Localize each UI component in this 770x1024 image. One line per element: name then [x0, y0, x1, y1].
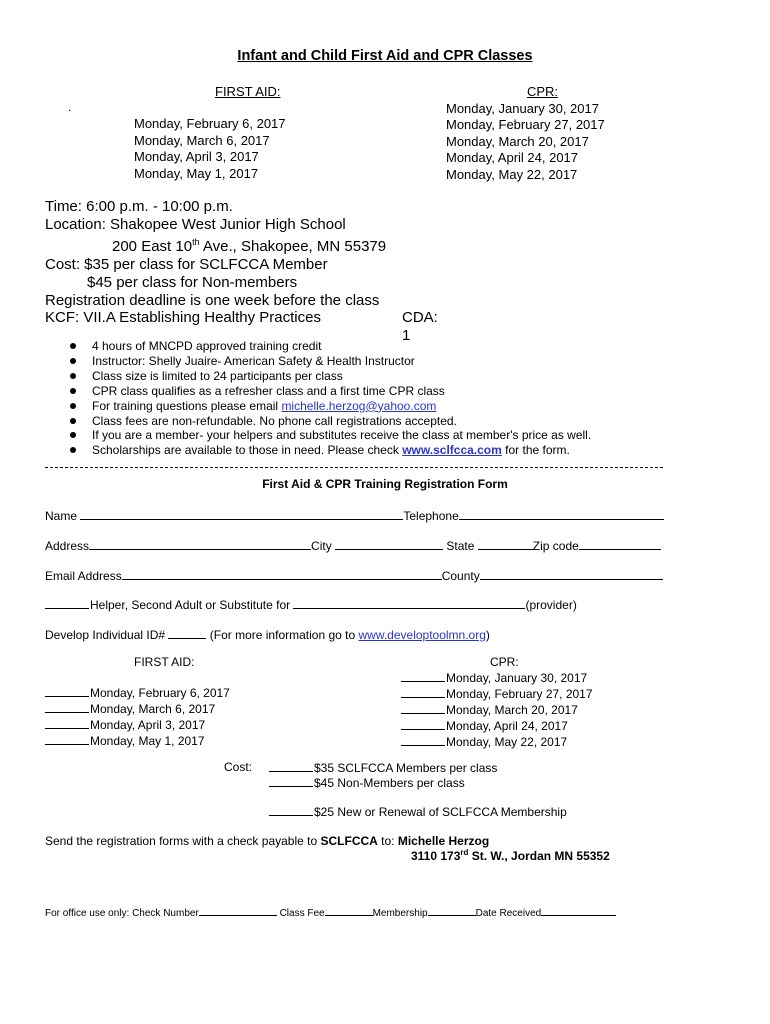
stray-mark: .: [68, 100, 72, 114]
name-row: [45, 507, 664, 523]
telephone-label: Telephone: [403, 509, 459, 523]
kcf-line: [45, 309, 438, 345]
helper-check-field[interactable]: [45, 597, 89, 609]
mailing-address-sup: rd: [460, 848, 469, 857]
list-item: [401, 702, 593, 718]
info-bullets: [70, 339, 591, 458]
telephone-field[interactable]: [459, 507, 664, 520]
provider-label: (provider): [525, 598, 577, 612]
class-fee-field[interactable]: [325, 905, 373, 916]
cost-label: Cost:: [224, 760, 253, 774]
develop-row: [45, 626, 490, 642]
list-item: CPR class qualifies as a refresher class and a first time CPR class: [70, 384, 591, 399]
first-aid-schedule: [134, 116, 286, 182]
list-item: Class size is limited to 24 participants per class: [70, 369, 591, 384]
checkbox-line[interactable]: [401, 670, 445, 682]
form-first-aid-heading: FIRST AID:: [134, 655, 195, 669]
helper-label: Helper, Second Adult or Substitute for: [90, 598, 291, 612]
option-label: Monday, March 20, 2017: [446, 702, 578, 717]
option-label: Monday, February 6, 2017: [90, 686, 230, 700]
cpr-date: Monday, May 22, 2017: [446, 166, 578, 182]
list-item: [401, 718, 593, 734]
send-instructions: [45, 834, 489, 848]
county-label: County: [441, 569, 480, 583]
form-first-aid-options: [45, 685, 230, 749]
list-item: [45, 685, 230, 701]
list-item: [45, 701, 230, 717]
name-field[interactable]: [80, 507, 403, 520]
address-sup: th: [192, 236, 200, 247]
option-label: Monday, April 24, 2017: [446, 718, 568, 733]
address-text-rest: Ave., Shakopee, MN 55379: [199, 237, 387, 255]
develop-info-close: ): [485, 628, 490, 642]
email-label: Email Address: [45, 569, 122, 583]
cost-option: [269, 804, 567, 819]
cost-option: [269, 775, 465, 790]
form-cpr-heading: CPR:: [490, 655, 519, 669]
name-label: Name: [45, 509, 78, 523]
first-aid-date: Monday, March 6, 2017: [134, 132, 270, 148]
recipient: Michelle Herzog: [397, 834, 490, 848]
kcf-text: KCF: VII.A Establishing Healthy Practices: [45, 309, 321, 327]
cpr-date: Monday, January 30, 2017: [446, 100, 599, 116]
first-aid-date: Monday, February 6, 2017: [134, 116, 286, 131]
list-item: [401, 686, 593, 702]
list-item: [45, 733, 230, 749]
state-label: State: [446, 539, 475, 553]
option-label: Monday, January 30, 2017: [446, 671, 588, 685]
list-item: [70, 399, 591, 414]
provider-field[interactable]: [293, 596, 525, 609]
state-field[interactable]: [478, 537, 533, 550]
mailing-address-text: 3110 173: [411, 849, 461, 863]
option-label: Monday, April 3, 2017: [90, 717, 206, 732]
check-number-field[interactable]: [199, 905, 277, 916]
develop-id-field[interactable]: [168, 626, 206, 639]
cda-text: CDA: 1: [402, 309, 438, 345]
registration-deadline: Registration deadline is one week before the class: [45, 291, 380, 309]
class-time: Time: 6:00 p.m. - 10:00 p.m.: [45, 198, 233, 215]
send-text: Send the registration forms with a check payable to: [45, 834, 321, 848]
list-item: [45, 717, 230, 733]
helper-row: [45, 596, 577, 612]
class-fee-label: Class Fee: [279, 908, 325, 919]
mailing-address-rest: St. W., Jordan MN 55352: [468, 849, 610, 863]
cpr-date: Monday, March 20, 2017: [446, 133, 589, 149]
class-address: [45, 234, 386, 256]
option-label: $25 New or Renewal of SCLFCCA Membership: [314, 805, 567, 819]
mailing-address: [411, 848, 610, 863]
checkbox-line[interactable]: [269, 775, 313, 787]
checkbox-line[interactable]: [401, 734, 445, 746]
checkbox-line[interactable]: [45, 685, 89, 697]
city-label: City: [311, 539, 332, 553]
bullet-text: For training questions please email: [92, 398, 282, 413]
payee: SCLFCCA: [320, 834, 378, 848]
option-label: Monday, February 27, 2017: [446, 686, 593, 701]
cpr-date: Monday, April 24, 2017: [446, 150, 579, 165]
first-aid-date: Monday, April 3, 2017: [134, 149, 259, 164]
address-label: Address: [45, 539, 90, 553]
list-item: Instructor: Shelly Juaire- American Safety & Health Instructor: [70, 354, 591, 369]
option-label: Monday, May 1, 2017: [90, 733, 205, 748]
cost-nonmember: $45 per class for Non-members: [87, 273, 298, 291]
checkbox-line[interactable]: [45, 701, 89, 713]
zip-field[interactable]: [579, 537, 661, 550]
list-item: 4 hours of MNCPD approved training credit: [70, 339, 591, 354]
first-aid-heading: FIRST AID:: [215, 84, 281, 99]
email-link[interactable]: michelle.herzog@yahoo.com: [281, 398, 437, 413]
list-item: [70, 443, 591, 458]
checkbox-line[interactable]: [45, 717, 89, 729]
option-label: Monday, March 6, 2017: [90, 701, 216, 716]
office-use-row: [45, 905, 616, 919]
list-item: [401, 734, 593, 750]
zip-label: Zip code: [532, 539, 579, 553]
checkbox-line[interactable]: [45, 733, 89, 745]
option-label: Monday, May 22, 2017: [446, 734, 568, 749]
email-row: [45, 567, 663, 583]
address-row: [45, 537, 661, 553]
first-aid-date: Monday, May 1, 2017: [134, 165, 259, 181]
county-field[interactable]: [480, 567, 663, 580]
cut-line: [45, 467, 663, 468]
checkbox-line[interactable]: [401, 702, 445, 714]
date-received-field[interactable]: [541, 905, 616, 916]
list-item: If you are a member- your helpers and substitutes receive the class at member's price as well.: [70, 428, 591, 443]
date-received-label: Date Received: [475, 908, 542, 919]
checkbox-line[interactable]: [401, 718, 445, 730]
option-label: $45 Non-Members per class: [314, 776, 465, 790]
develop-link[interactable]: www.developtoolmn.org: [358, 628, 486, 642]
develop-info: (For more information go to: [209, 628, 359, 642]
checkbox-line[interactable]: [269, 804, 313, 816]
address-text: 200 East 10: [112, 237, 193, 255]
checkbox-line[interactable]: [401, 686, 445, 698]
form-cpr-options: [401, 670, 593, 750]
page-title: Infant and Child First Aid and CPR Classes: [237, 48, 533, 64]
cpr-heading: CPR:: [526, 84, 558, 99]
class-location: Location: Shakopee West Junior High School: [45, 215, 346, 233]
sclfcca-link[interactable]: www.sclfcca.com: [402, 443, 502, 458]
send-text-mid: to:: [377, 834, 398, 848]
develop-label: Develop Individual ID#: [45, 628, 166, 642]
list-item: Class fees are non-refundable. No phone call registrations accepted.: [70, 414, 591, 429]
cpr-schedule: [446, 84, 605, 183]
checkbox-line[interactable]: [269, 760, 313, 772]
cpr-date: Monday, February 27, 2017: [446, 117, 605, 132]
email-field[interactable]: [122, 567, 442, 580]
cost-member: Cost: $35 per class for SCLFCCA Member: [45, 255, 328, 273]
list-item: [401, 670, 593, 686]
option-label: $35 SCLFCCA Members per class: [314, 761, 498, 775]
form-title: First Aid & CPR Training Registration Form: [262, 477, 508, 491]
class-info: [45, 198, 438, 345]
bullet-text: Scholarships are available to those in need. Please check: [92, 443, 403, 458]
membership-field[interactable]: [428, 905, 476, 916]
city-field[interactable]: [335, 537, 443, 550]
cost-option: [269, 760, 497, 775]
membership-label: Membership: [372, 908, 428, 919]
bullet-text-rest: for the form.: [501, 443, 570, 458]
address-field[interactable]: [89, 537, 311, 550]
office-prefix: For office use only: Check Number: [45, 908, 199, 919]
